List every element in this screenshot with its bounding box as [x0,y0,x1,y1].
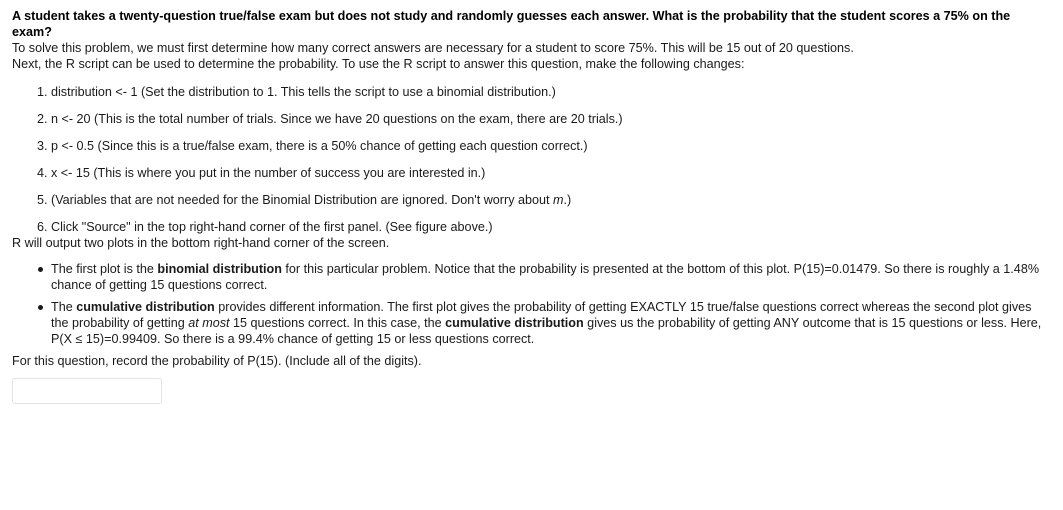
bullet-text: for this particular problem. Notice that the probability is presented at the bottom of this plot. P(15)=0.01479. So there is roughly a 1.48% chance of getting 15 questions correct. [51,262,1040,292]
bullet-bold: binomial distribution [157,262,282,276]
list-item [37,192,1052,208]
list-item: 2. n <- 20 (This is the total number of trials. Since we have 20 questions on the exam, there are 20 trials.) [37,112,623,126]
steps-list [12,84,1052,235]
list-item: 3. p <- 0.5 (Since this is a true/false exam, there is a 50% chance of getting each question correct.) [37,139,588,153]
output-paragraph: R will output two plots in the bottom right-hand corner of the screen. [12,236,390,250]
bullet-italic: at most [188,316,230,330]
bullet-text: The first plot is the [51,262,158,276]
intro-paragraph: To solve this problem, we must first determine how many correct answers are necessary for a student to score 75%. This will be 15 out of 20 questions. [12,41,854,55]
bullet-bold: cumulative distribution [76,300,215,314]
step-text: 5. (Variables that are not needed for the Binomial Distribution are ignored. Don't worry about [37,193,553,207]
bullet-bold: cumulative distribution [445,316,584,330]
list-item: 6. Click "Source" in the top right-hand corner of the first panel. (See figure above.) [37,220,493,234]
record-instruction: For this question, record the probability of P(15). (Include all of the digits). [12,354,422,368]
bullet-text: 15 questions correct. In this case, the [229,316,446,330]
bullet-list [12,261,1052,347]
question-text: A student takes a twenty-question true/false exam but does not study and randomly guesses each answer. What is the probability that the student scores a 75% on the exam? [12,9,1011,39]
step-text: .) [563,193,572,207]
answer-input[interactable] [12,378,162,404]
list-item: 1. distribution <- 1 (Set the distribution to 1. This tells the script to use a binomial distribution.) [37,85,556,99]
document [12,8,1052,404]
bullet-text: The [51,300,77,314]
instructions-paragraph: Next, the R script can be used to determine the probability. To use the R script to answer this question, make the following changes: [12,57,745,71]
list-item: 4. x <- 15 (This is where you put in the number of success you are interested in.) [37,166,486,180]
list-item [51,261,1052,293]
bullet-text: provides different information. The first plot gives the probability of getting EXACTLY 15 true/false questions correct whereas the second plot gives the probability of getting [51,300,1032,330]
list-item [51,299,1052,347]
step-emphasis: m [553,193,564,207]
bullet-text: gives us the probability of getting ANY outcome that is 15 questions or less. Here, P(X ≤ 15)=0.99409. So there is a 99.4% chance of getting 15 or less questions correct. [51,316,1042,346]
